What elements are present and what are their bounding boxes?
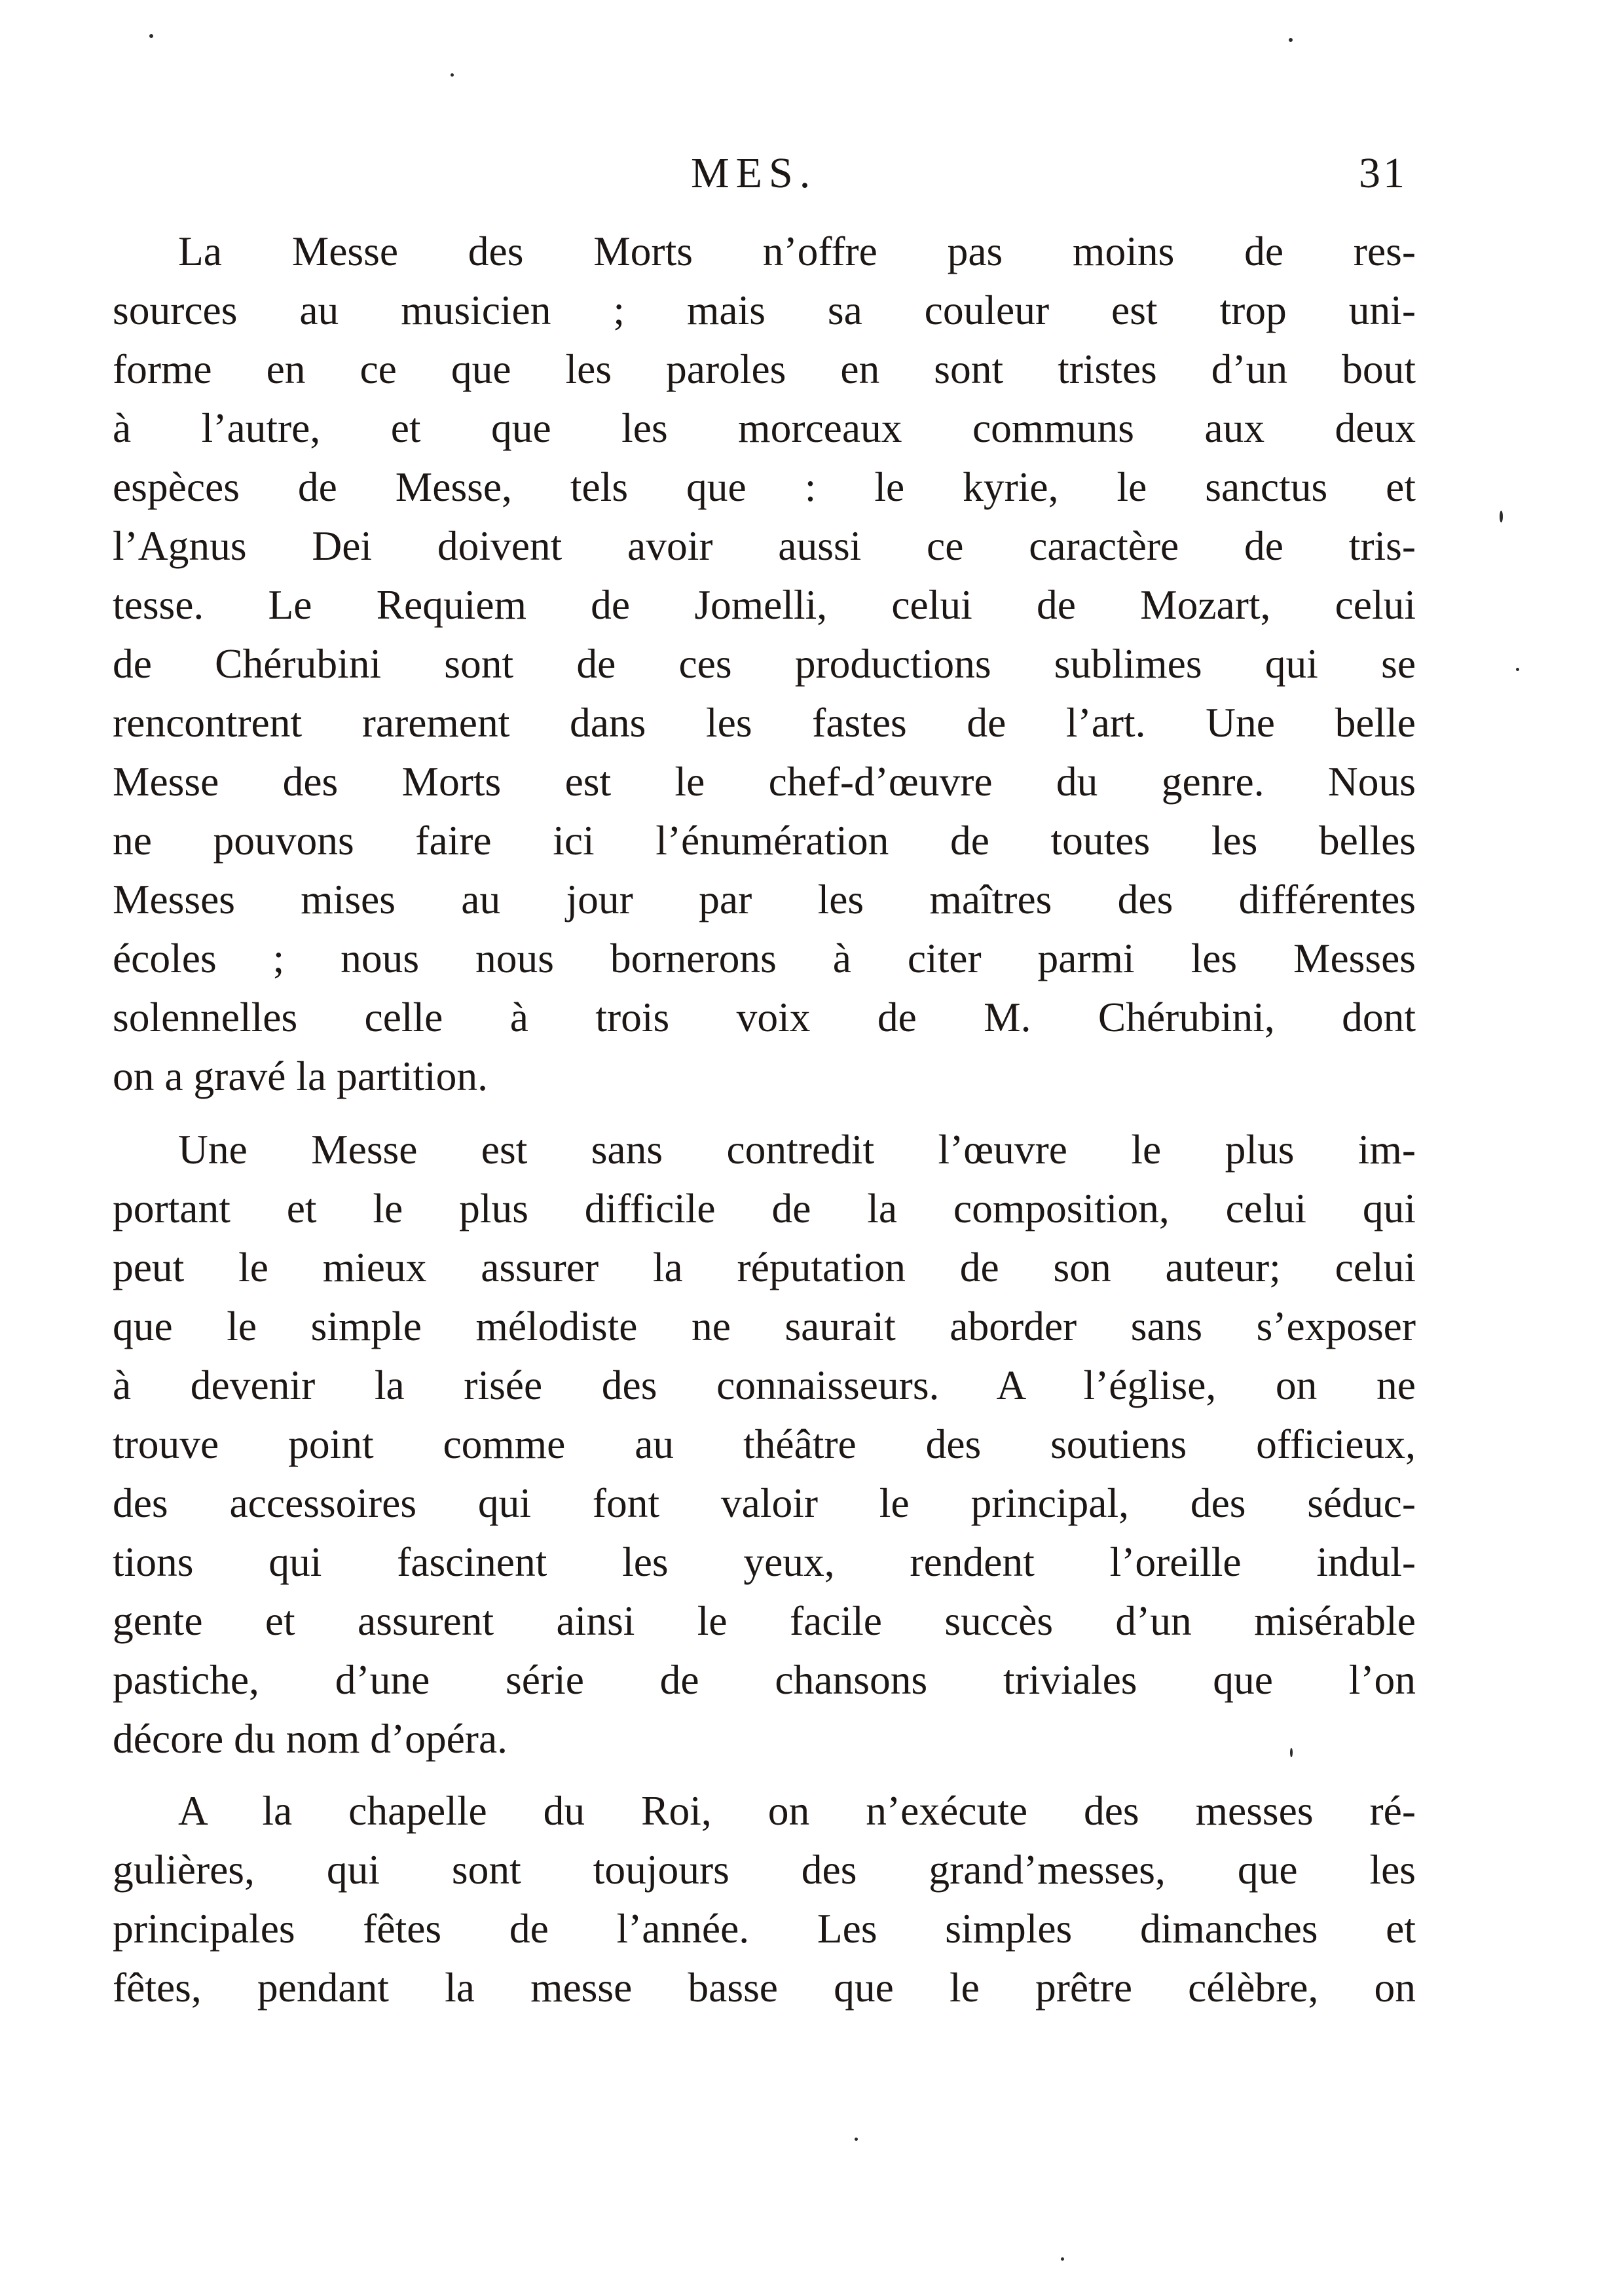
scan-speck [1290, 1748, 1293, 1757]
text-line: Messes mises au jour par les maîtres des différentes [113, 876, 1416, 922]
text-line: décore du nom d’opéra. [113, 1715, 508, 1762]
text-line: portant et le plus difficile de la composition, celui qui [113, 1185, 1416, 1231]
text-line: tions qui fascinent les yeux, rendent l’oreille indul- [113, 1539, 1416, 1585]
text-line: écoles ; nous nous bornerons à citer parmi les Messes [113, 935, 1416, 981]
text-line: on a gravé la partition. [113, 1053, 489, 1099]
text-line: de Chérubini sont de ces productions sublimes qui se [113, 640, 1416, 687]
text-line: fêtes, pendant la messe basse que le prêtre célèbre, on [113, 1964, 1416, 2011]
scan-speck [1061, 2257, 1064, 2261]
text-line: à devenir la risée des connaisseurs. A l’église, on ne [113, 1362, 1416, 1408]
text-line: espèces de Messe, tels que : le kyrie, le sanctus et [113, 464, 1416, 510]
scan-speck [149, 34, 153, 38]
scan-speck [451, 73, 454, 77]
text-line: rencontrent rarement dans les fastes de l’art. Une belle [113, 699, 1416, 746]
text-line: principales fêtes de l’année. Les simples dimanches et [113, 1905, 1416, 1952]
text-line: l’Agnus Dei doivent avoir aussi ce caractère de tris- [113, 522, 1416, 569]
text-line: Une Messe est sans contredit l’œuvre le plus im- [178, 1126, 1416, 1173]
scan-speck [855, 2138, 858, 2141]
text-line: gulières, qui sont toujours des grand’messes, que les [113, 1846, 1416, 1893]
text-line: La Messe des Morts n’offre pas moins de res- [178, 228, 1416, 274]
page-number: 31 [1359, 149, 1407, 197]
scan-speck [1500, 511, 1503, 522]
text-line: A la chapelle du Roi, on n’exécute des messes ré- [178, 1787, 1416, 1834]
text-line: pastiche, d’une série de chansons triviales que l’on [113, 1656, 1416, 1703]
text-line: gente et assurent ainsi le facile succès d’un misérable [113, 1597, 1416, 1644]
text-line: que le simple mélodiste ne saurait aborder sans s’exposer [113, 1303, 1416, 1349]
text-line: sources au musicien ; mais sa couleur est trop uni- [113, 287, 1416, 333]
text-line: à l’autre, et que les morceaux communs aux deux [113, 405, 1416, 451]
text-line: des accessoires qui font valoir le principal, des séduc- [113, 1480, 1416, 1526]
text-line: Messe des Morts est le chef-d’œuvre du genre. Nous [113, 758, 1416, 805]
scan-speck [1516, 668, 1519, 671]
scan-speck [1289, 38, 1293, 42]
running-title: MES. [691, 149, 817, 197]
running-head [0, 141, 1624, 206]
text-line: trouve point comme au théâtre des soutiens officieux, [113, 1421, 1416, 1467]
text-line: solennelles celle à trois voix de M. Chérubini, dont [113, 994, 1416, 1040]
text-line: forme en ce que les paroles en sont tristes d’un bout [113, 346, 1416, 392]
text-line: tesse. Le Requiem de Jomelli, celui de Mozart, celui [113, 581, 1416, 628]
text-line: ne pouvons faire ici l’énumération de toutes les belles [113, 817, 1416, 864]
text-line: peut le mieux assurer la réputation de son auteur; celui [113, 1244, 1416, 1290]
